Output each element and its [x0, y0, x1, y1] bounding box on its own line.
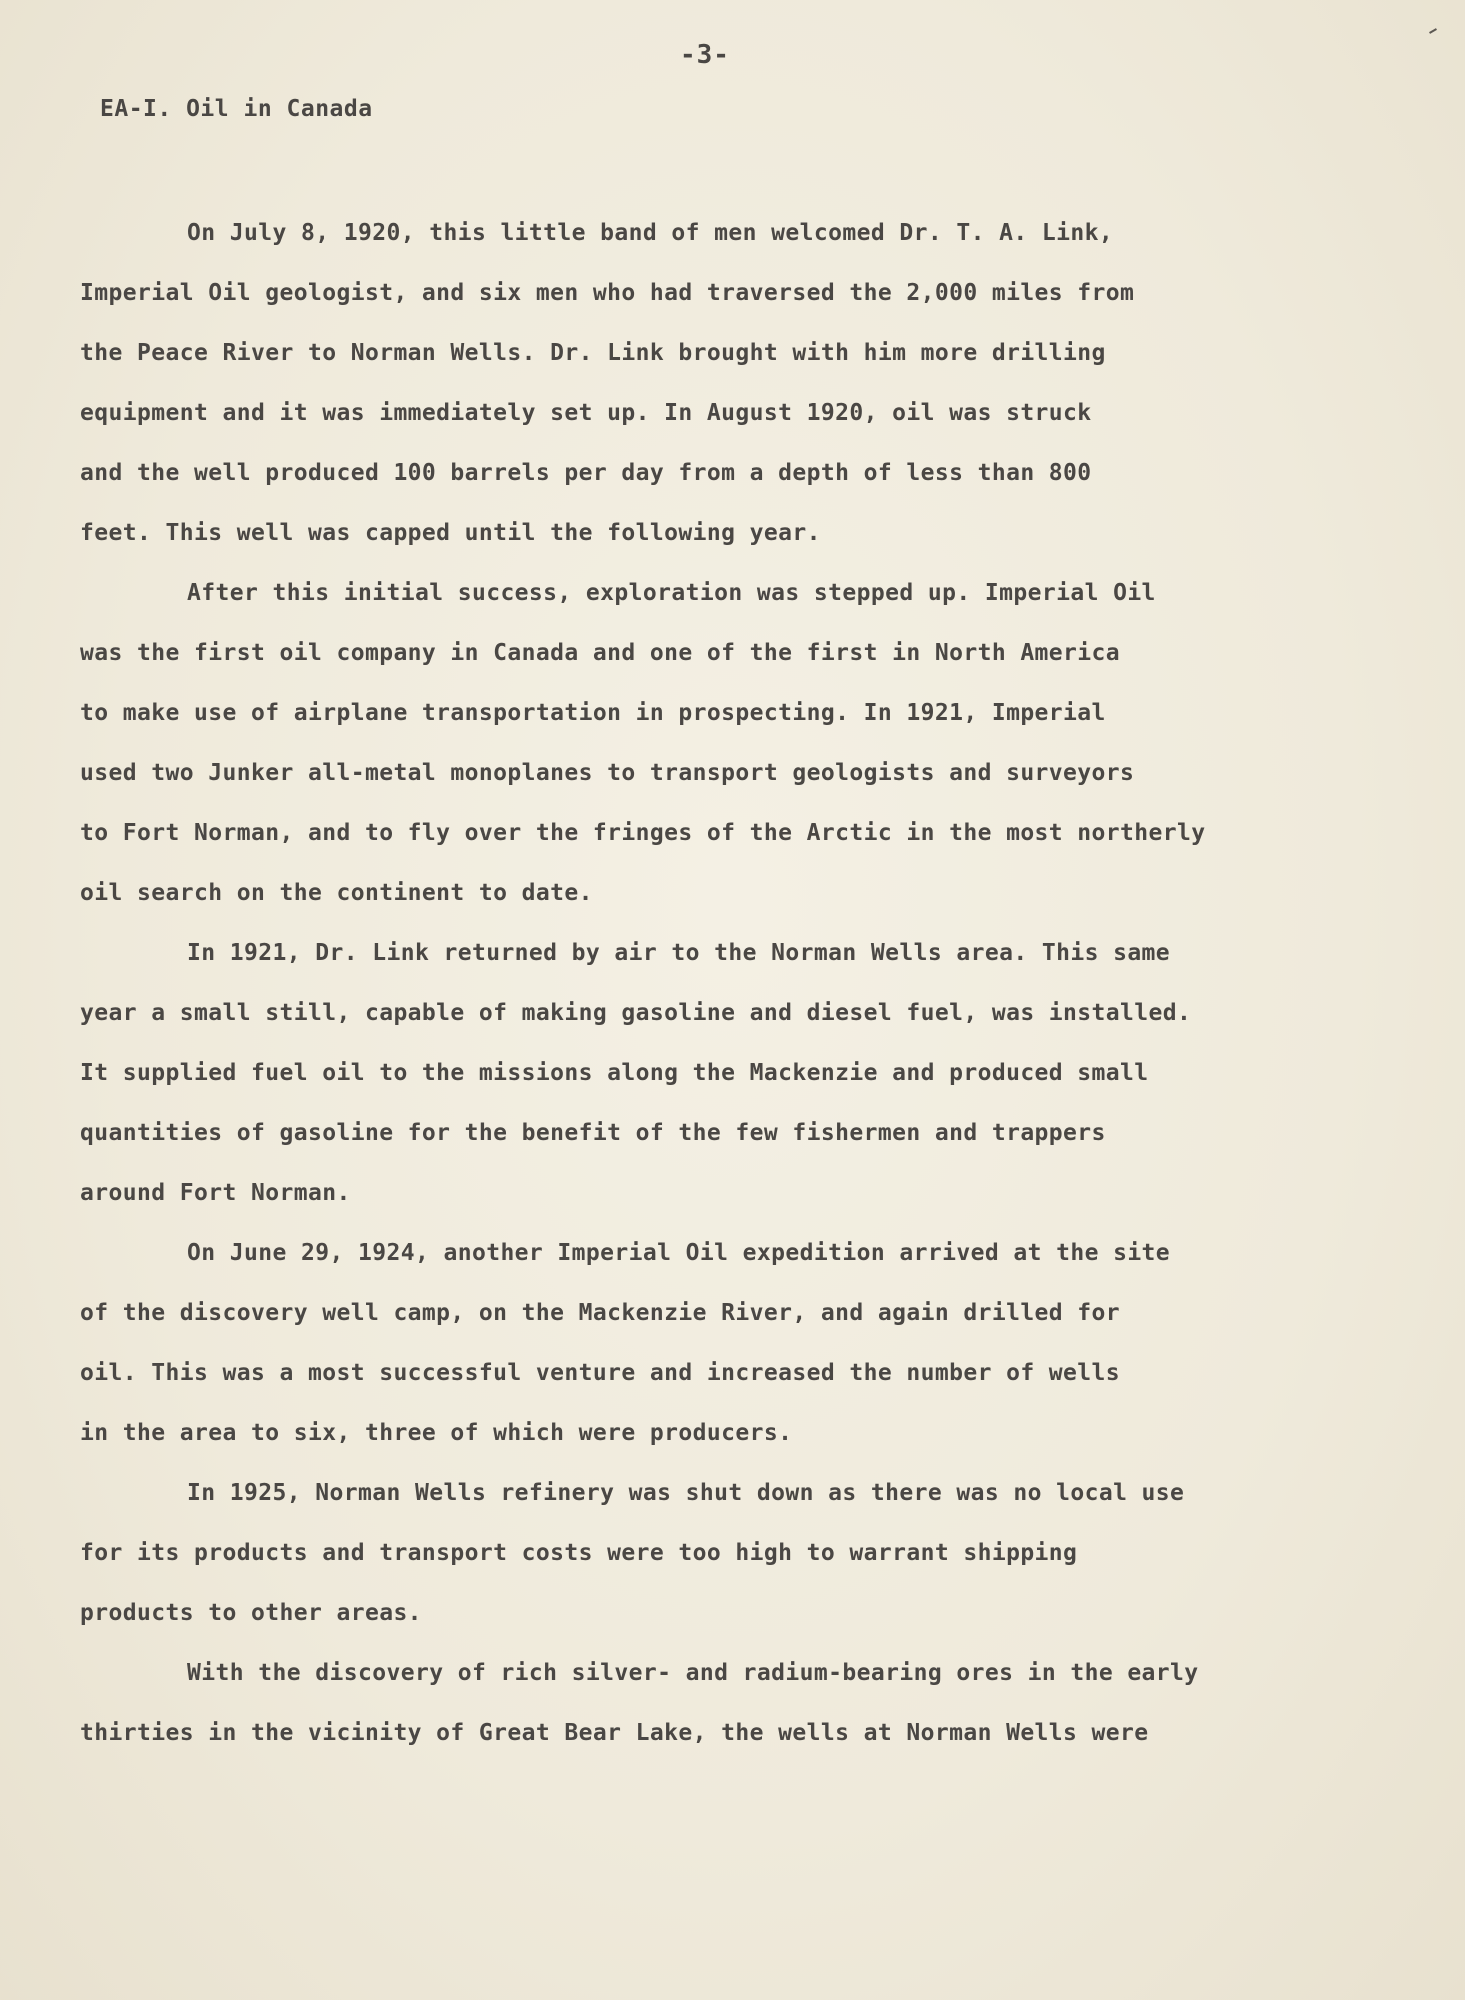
text-line: and the well produced 100 barrels per day from a depth of less than 800 [80, 460, 1092, 486]
text-line: of the discovery well camp, on the Mackenzie River, and again drilled for [80, 1300, 1121, 1326]
text-line: In 1921, Dr. Link returned by air to the Norman Wells area. This same [187, 940, 1171, 966]
text-line: around Fort Norman. [80, 1180, 351, 1206]
text-line: Imperial Oil geologist, and six men who had traversed the 2,000 miles from [80, 280, 1135, 306]
text-line: equipment and it was immediately set up. In August 1920, oil was struck [80, 400, 1092, 426]
text-line: In 1925, Norman Wells refinery was shut down as there was no local use [187, 1480, 1185, 1506]
text-line: to Fort Norman, and to fly over the fringes of the Arctic in the most northerly [80, 820, 1206, 846]
text-line: With the discovery of rich silver- and radium-bearing ores in the early [187, 1660, 1199, 1686]
text-line: After this initial success, exploration was stepped up. Imperial Oil [187, 580, 1156, 606]
text-line: to make use of airplane transportation in prospecting. In 1921, Imperial [80, 700, 1106, 726]
text-line: year a small still, capable of making gasoline and diesel fuel, was installed. [80, 1000, 1192, 1026]
text-line: was the first oil company in Canada and one of the first in North America [80, 640, 1121, 666]
text-line: feet. This well was capped until the following year. [80, 520, 821, 546]
text-line: in the area to six, three of which were producers. [80, 1420, 793, 1446]
text-line: oil. This was a most successful venture and increased the number of wells [80, 1360, 1121, 1386]
text-line: On June 29, 1924, another Imperial Oil expedition arrived at the site [187, 1240, 1171, 1266]
text-line: products to other areas. [80, 1600, 422, 1626]
edge-mark [1429, 28, 1437, 34]
text-line: the Peace River to Norman Wells. Dr. Link brought with him more drilling [80, 340, 1106, 366]
body-text [80, 218, 1340, 1778]
text-line: On July 8, 1920, this little band of men welcomed Dr. T. A. Link, [187, 220, 1114, 246]
page-number: -3- [680, 40, 730, 70]
text-line: It supplied fuel oil to the missions along the Mackenzie and produced small [80, 1060, 1149, 1086]
text-line: used two Junker all-metal monoplanes to transport geologists and surveyors [80, 760, 1135, 786]
text-line: thirties in the vicinity of Great Bear Lake, the wells at Norman Wells were [80, 1720, 1149, 1746]
text-line: oil search on the continent to date. [80, 880, 593, 906]
text-line: for its products and transport costs were too high to warrant shipping [80, 1540, 1078, 1566]
text-line: quantities of gasoline for the benefit of the few fishermen and trappers [80, 1120, 1106, 1146]
section-heading: EA-I. Oil in Canada [100, 96, 373, 122]
